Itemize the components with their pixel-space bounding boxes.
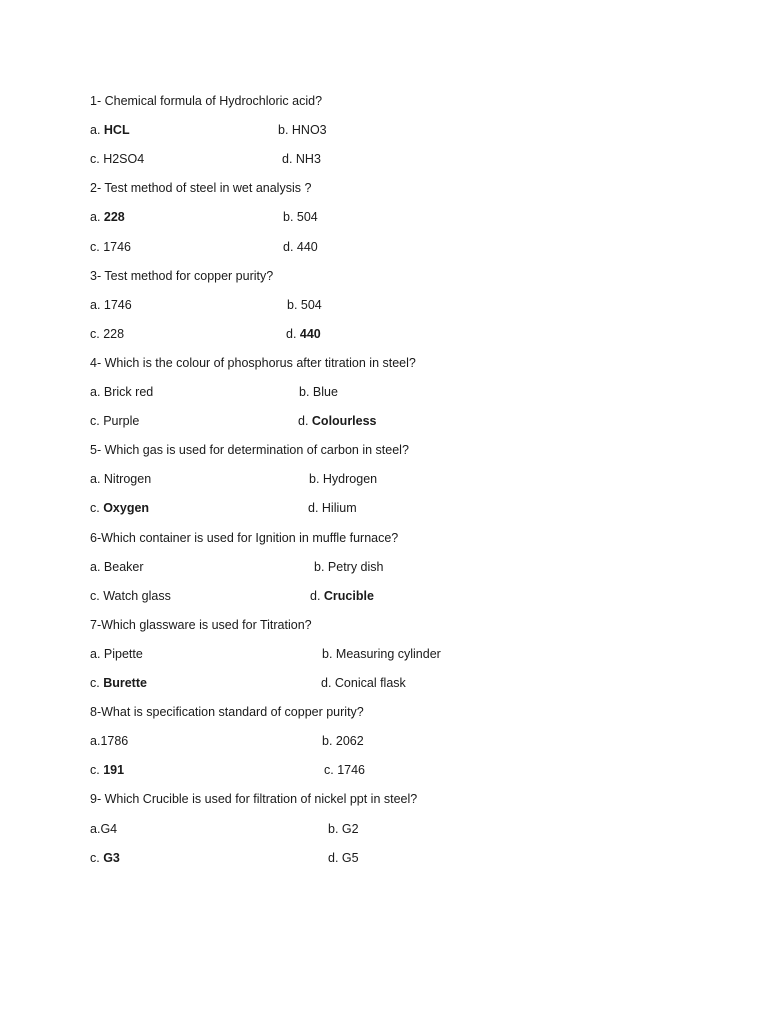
option-text: Purple bbox=[103, 414, 140, 428]
option-prefix: b. bbox=[328, 822, 342, 836]
option-8-1 bbox=[90, 733, 128, 749]
option-prefix: b. bbox=[287, 298, 301, 312]
option-text: Hydrogen bbox=[322, 472, 378, 486]
option-text: Burette bbox=[103, 676, 147, 690]
option-prefix: a. bbox=[90, 210, 104, 224]
option-5-3 bbox=[90, 500, 149, 516]
option-2-4 bbox=[283, 239, 318, 255]
question-3: 3- Test method for copper purity? bbox=[90, 269, 274, 283]
option-prefix: a. bbox=[90, 647, 104, 661]
option-8-3 bbox=[90, 762, 124, 778]
question-6: 6-Which container is used for Ignition in muffle furnace? bbox=[90, 531, 399, 545]
option-text: 504 bbox=[296, 210, 318, 224]
option-1-4 bbox=[282, 151, 321, 167]
option-prefix: d. bbox=[283, 240, 297, 254]
option-text: G2 bbox=[341, 822, 359, 836]
option-7-2 bbox=[322, 646, 441, 662]
option-5-4 bbox=[308, 500, 357, 516]
option-text: 1746 bbox=[103, 298, 132, 312]
option-prefix: c. bbox=[90, 676, 104, 690]
option-prefix: c. bbox=[90, 414, 104, 428]
option-6-3 bbox=[90, 588, 171, 604]
option-3-2 bbox=[287, 297, 322, 313]
option-prefix: a. bbox=[90, 822, 101, 836]
option-prefix: c. bbox=[90, 152, 104, 166]
option-1-2 bbox=[278, 122, 327, 138]
option-4-2 bbox=[299, 384, 338, 400]
option-4-3 bbox=[90, 413, 139, 429]
option-text: Hilium bbox=[321, 501, 357, 515]
option-1-1 bbox=[90, 122, 130, 138]
option-7-4 bbox=[321, 675, 406, 691]
option-9-1 bbox=[90, 821, 117, 837]
option-text: Oxygen bbox=[103, 501, 150, 515]
option-text: Crucible bbox=[323, 589, 374, 603]
option-4-4 bbox=[298, 413, 377, 429]
option-prefix: a. bbox=[90, 298, 104, 312]
question-2: 2- Test method of steel in wet analysis ? bbox=[90, 181, 312, 195]
option-text: Pipette bbox=[103, 647, 143, 661]
option-2-1 bbox=[90, 209, 125, 225]
option-prefix: d. bbox=[308, 501, 322, 515]
option-text: Brick red bbox=[103, 385, 154, 399]
option-prefix: b. bbox=[299, 385, 313, 399]
option-text: G4 bbox=[100, 822, 118, 836]
question-4: 4- Which is the colour of phosphorus after titration in steel? bbox=[90, 356, 416, 370]
option-text: Beaker bbox=[103, 560, 144, 574]
option-prefix: c. bbox=[90, 240, 104, 254]
option-text: 228 bbox=[103, 210, 125, 224]
option-6-1 bbox=[90, 559, 144, 575]
option-prefix: d. bbox=[328, 851, 342, 865]
question-5: 5- Which gas is used for determination of carbon in steel? bbox=[90, 443, 409, 457]
option-text: Petry dish bbox=[327, 560, 384, 574]
option-7-1 bbox=[90, 646, 143, 662]
option-7-3 bbox=[90, 675, 147, 691]
option-3-3 bbox=[90, 326, 124, 342]
option-text: 1746 bbox=[337, 763, 366, 777]
option-prefix: d. bbox=[321, 676, 335, 690]
option-prefix: a. bbox=[90, 560, 104, 574]
option-prefix: c. bbox=[324, 763, 338, 777]
option-prefix: a. bbox=[90, 385, 104, 399]
option-text: Conical flask bbox=[334, 676, 406, 690]
option-text: HNO3 bbox=[291, 123, 327, 137]
option-prefix: b. bbox=[322, 734, 336, 748]
option-text: 228 bbox=[103, 327, 125, 341]
option-text: NH3 bbox=[295, 152, 321, 166]
option-prefix: c. bbox=[90, 589, 104, 603]
option-prefix: b. bbox=[309, 472, 323, 486]
option-3-1 bbox=[90, 297, 132, 313]
option-text: 1746 bbox=[103, 240, 132, 254]
option-prefix: b. bbox=[278, 123, 292, 137]
question-8: 8-What is specification standard of copper purity? bbox=[90, 705, 364, 719]
option-9-2 bbox=[328, 821, 359, 837]
option-1-3 bbox=[90, 151, 144, 167]
option-text: 440 bbox=[299, 327, 321, 341]
option-prefix: b. bbox=[322, 647, 336, 661]
option-prefix: a. bbox=[90, 472, 104, 486]
option-2-3 bbox=[90, 239, 131, 255]
option-text: 2062 bbox=[335, 734, 364, 748]
option-9-4 bbox=[328, 850, 359, 866]
option-prefix: d. bbox=[310, 589, 324, 603]
option-5-1 bbox=[90, 471, 151, 487]
option-text: G3 bbox=[103, 851, 120, 865]
option-8-2 bbox=[322, 733, 364, 749]
option-prefix: d. bbox=[286, 327, 300, 341]
option-text: Measuring cylinder bbox=[335, 647, 441, 661]
option-9-3 bbox=[90, 850, 120, 866]
option-text: Colourless bbox=[311, 414, 377, 428]
option-text: 1786 bbox=[100, 734, 129, 748]
option-prefix: d. bbox=[298, 414, 312, 428]
option-prefix: c. bbox=[90, 327, 104, 341]
question-7: 7-Which glassware is used for Titration? bbox=[90, 618, 312, 632]
option-5-2 bbox=[309, 471, 377, 487]
option-prefix: c. bbox=[90, 851, 104, 865]
option-8-4 bbox=[324, 762, 365, 778]
option-text: G5 bbox=[341, 851, 359, 865]
option-prefix: c. bbox=[90, 763, 104, 777]
option-prefix: d. bbox=[282, 152, 296, 166]
option-prefix: c. bbox=[90, 501, 104, 515]
option-text: 191 bbox=[103, 763, 125, 777]
option-4-1 bbox=[90, 384, 153, 400]
option-text: 440 bbox=[296, 240, 318, 254]
option-text: Blue bbox=[312, 385, 338, 399]
option-text: Watch glass bbox=[103, 589, 171, 603]
question-1: 1- Chemical formula of Hydrochloric acid? bbox=[90, 94, 323, 108]
option-2-2 bbox=[283, 209, 318, 225]
option-text: H2SO4 bbox=[103, 152, 145, 166]
option-text: HCL bbox=[103, 123, 130, 137]
option-6-2 bbox=[314, 559, 384, 575]
option-prefix: b. bbox=[314, 560, 328, 574]
option-prefix: b. bbox=[283, 210, 297, 224]
option-6-4 bbox=[310, 588, 374, 604]
option-3-4 bbox=[286, 326, 321, 342]
option-text: 504 bbox=[300, 298, 322, 312]
option-text: Nitrogen bbox=[103, 472, 152, 486]
question-9: 9- Which Crucible is used for filtration of nickel ppt in steel? bbox=[90, 792, 418, 806]
option-prefix: a. bbox=[90, 123, 104, 137]
option-prefix: a. bbox=[90, 734, 101, 748]
